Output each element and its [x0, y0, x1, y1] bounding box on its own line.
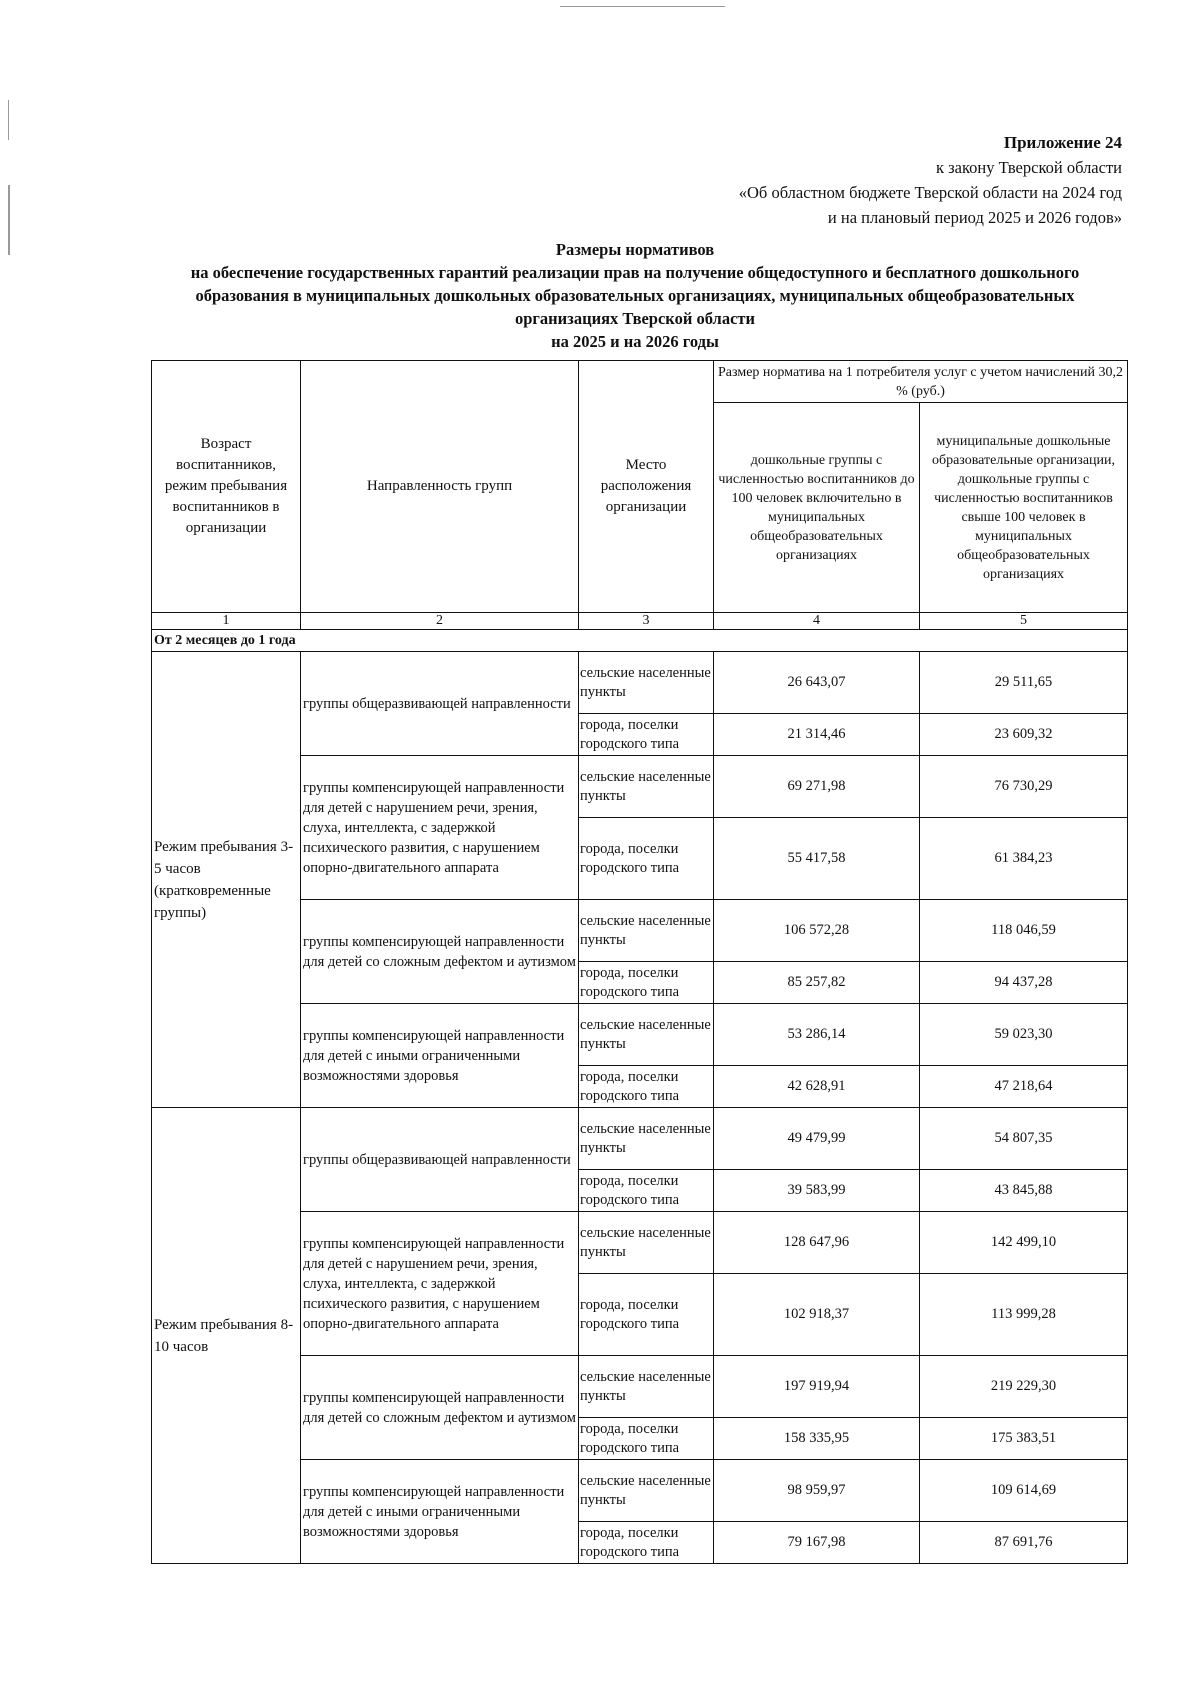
location-cell: сельские населенные пункты — [579, 1460, 714, 1522]
value-cell: 54 807,35 — [920, 1108, 1128, 1170]
value-cell: 128 647,96 — [714, 1212, 920, 1274]
column-number: 4 — [714, 613, 920, 630]
location-cell: города, поселки городского типа — [579, 818, 714, 900]
scan-edge-mark — [8, 100, 9, 140]
value-cell: 79 167,98 — [714, 1522, 920, 1564]
location-cell: города, поселки городского типа — [579, 1170, 714, 1212]
value-cell: 55 417,58 — [714, 818, 920, 900]
header-direction: Направленность групп — [301, 361, 579, 613]
location-cell: сельские населенные пункты — [579, 1356, 714, 1418]
scan-top-mark — [560, 6, 725, 7]
section-row: От 2 месяцев до 1 года — [152, 630, 1128, 652]
value-cell: 47 218,64 — [920, 1066, 1128, 1108]
value-cell: 76 730,29 — [920, 756, 1128, 818]
direction-cell: группы общеразвивающей направленности — [301, 652, 579, 756]
value-cell: 142 499,10 — [920, 1212, 1128, 1274]
column-number: 2 — [301, 613, 579, 630]
location-cell: сельские населенные пункты — [579, 1108, 714, 1170]
value-cell: 98 959,97 — [714, 1460, 920, 1522]
value-cell: 26 643,07 — [714, 652, 920, 714]
value-cell: 23 609,32 — [920, 714, 1128, 756]
location-cell: города, поселки городского типа — [579, 962, 714, 1004]
value-cell: 61 384,23 — [920, 818, 1128, 900]
value-cell: 94 437,28 — [920, 962, 1128, 1004]
appendix-line: и на плановый период 2025 и 2026 годов» — [827, 208, 1122, 227]
value-cell: 29 511,65 — [920, 652, 1128, 714]
value-cell: 59 023,30 — [920, 1004, 1128, 1066]
value-cell: 49 479,99 — [714, 1108, 920, 1170]
appendix-header — [739, 130, 1122, 230]
header-norm-group: Размер норматива на 1 потребителя услуг с учетом начислений 30,2 % (руб.) — [714, 361, 1128, 403]
value-cell: 69 271,98 — [714, 756, 920, 818]
value-cell: 42 628,91 — [714, 1066, 920, 1108]
value-cell: 158 335,95 — [714, 1418, 920, 1460]
title-line: на обеспечение государственных гарантий реализации прав на получение общедоступного и бесплатного дошкольного — [190, 263, 1080, 282]
location-cell: города, поселки городского типа — [579, 714, 714, 756]
title-line: организациях Тверской области — [515, 309, 755, 328]
location-cell: города, поселки городского типа — [579, 1418, 714, 1460]
direction-cell: группы общеразвивающей направленности — [301, 1108, 579, 1212]
value-cell: 39 583,99 — [714, 1170, 920, 1212]
mode-cell: Режим пребывания 8- 10 часов — [152, 1108, 301, 1564]
value-cell: 197 919,94 — [714, 1356, 920, 1418]
column-number: 1 — [152, 613, 301, 630]
header-age-mode: Возраст воспитанников, режим пребывания воспитанников в организации — [152, 361, 301, 613]
value-cell: 102 918,37 — [714, 1274, 920, 1356]
title-line: Размеры нормативов — [555, 240, 715, 259]
location-cell: сельские населенные пункты — [579, 652, 714, 714]
appendix-title: Приложение 24 — [1003, 133, 1122, 152]
direction-cell: группы компенсирующей направленности для детей со сложным дефектом и аутизмом — [301, 1356, 579, 1460]
value-cell: 21 314,46 — [714, 714, 920, 756]
scan-edge-mark — [8, 185, 10, 255]
location-cell: сельские населенные пункты — [579, 756, 714, 818]
direction-cell: группы компенсирующей направленности для детей с иными ограниченными возможностями здоровья — [301, 1460, 579, 1564]
direction-cell: группы компенсирующей направленности для детей с нарушением речи, зрения, слуха, интеллекта, с задержкой психического развития, с нарушением опорно-двигательного аппарата — [301, 756, 579, 900]
header-location: Место расположения организации — [579, 361, 714, 613]
direction-cell: группы компенсирующей направленности для детей с иными ограниченными возможностями здоровья — [301, 1004, 579, 1108]
value-cell: 85 257,82 — [714, 962, 920, 1004]
location-cell: города, поселки городского типа — [579, 1522, 714, 1564]
location-cell: сельские населенные пункты — [579, 900, 714, 962]
direction-cell: группы компенсирующей направленности для детей с нарушением речи, зрения, слуха, интеллекта, с задержкой психического развития, с нарушением опорно-двигательного аппарата — [301, 1212, 579, 1356]
location-cell: сельские населенные пункты — [579, 1212, 714, 1274]
value-cell: 87 691,76 — [920, 1522, 1128, 1564]
mode-cell: Режим пребывания 3-5 часов (кратковременные группы) — [152, 652, 301, 1108]
value-cell: 109 614,69 — [920, 1460, 1128, 1522]
value-cell: 43 845,88 — [920, 1170, 1128, 1212]
column-number: 5 — [920, 613, 1128, 630]
value-cell: 106 572,28 — [714, 900, 920, 962]
value-cell: 113 999,28 — [920, 1274, 1128, 1356]
value-cell: 53 286,14 — [714, 1004, 920, 1066]
location-cell: города, поселки городского типа — [579, 1066, 714, 1108]
norms-table — [151, 360, 1128, 1564]
direction-cell: группы компенсирующей направленности для детей со сложным дефектом и аутизмом — [301, 900, 579, 1004]
appendix-line: «Об областном бюджете Тверской области на 2024 год — [738, 183, 1122, 202]
value-cell: 219 229,30 — [920, 1356, 1128, 1418]
appendix-line: к закону Тверской области — [935, 158, 1122, 177]
location-cell: сельские населенные пункты — [579, 1004, 714, 1066]
header-col4: дошкольные группы с численностью воспитанников до 100 человек включительно в муниципальных общеобразовательных организациях — [714, 403, 920, 613]
document-title — [140, 238, 1130, 353]
column-number: 3 — [579, 613, 714, 630]
location-cell: города, поселки городского типа — [579, 1274, 714, 1356]
title-line: на 2025 и на 2026 годы — [551, 332, 719, 351]
value-cell: 118 046,59 — [920, 900, 1128, 962]
title-line: образования в муниципальных дошкольных образовательных организациях, муниципальных общеобразовательных — [195, 286, 1075, 305]
header-col5: муниципальные дошкольные образовательные организации, дошкольные группы с численностью воспитанников свыше 100 человек в муниципальных общеобразовательных организациях — [920, 403, 1128, 613]
value-cell: 175 383,51 — [920, 1418, 1128, 1460]
